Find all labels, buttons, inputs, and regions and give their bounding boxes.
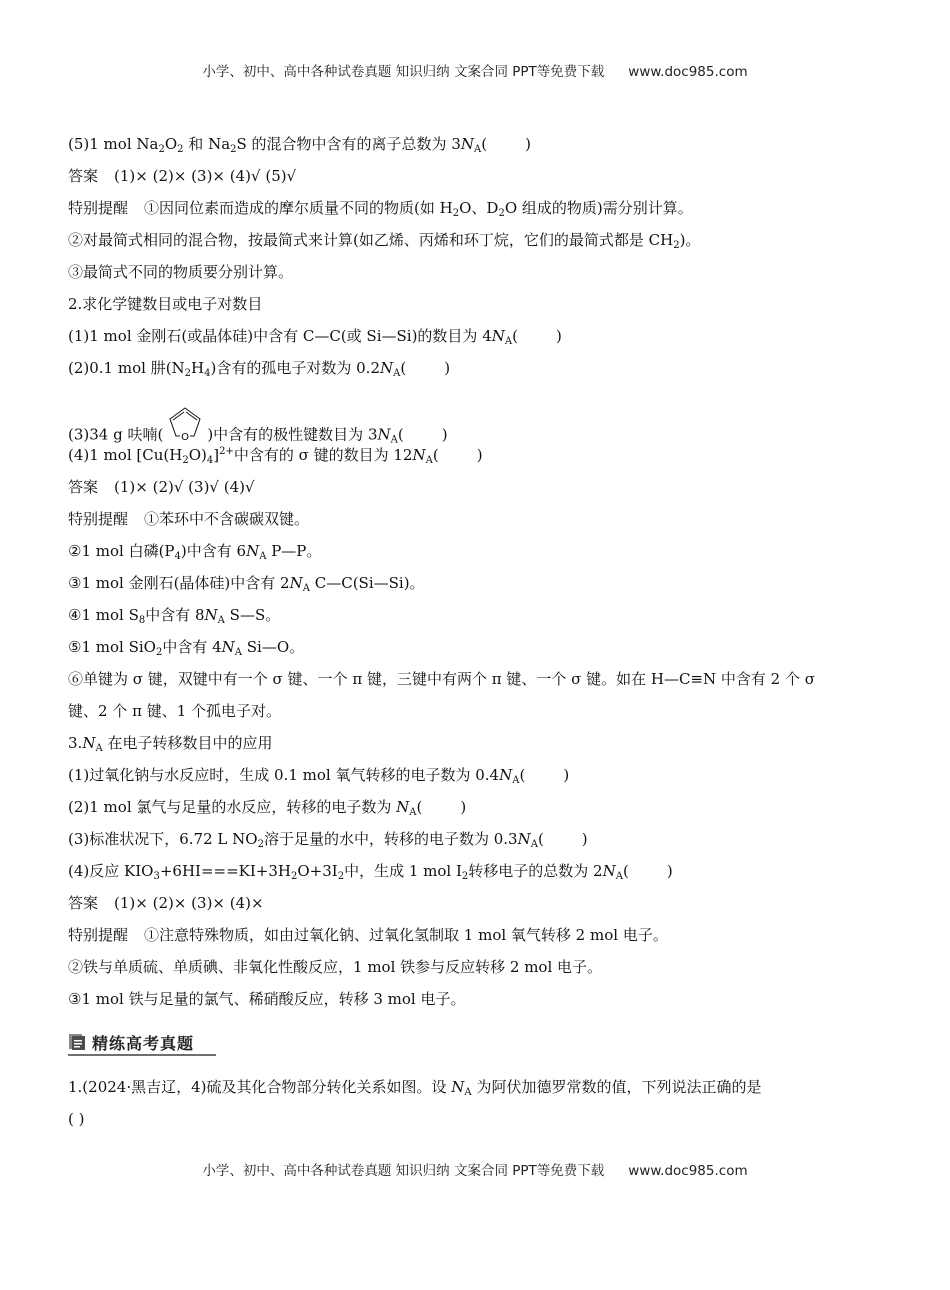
q2-3: (3)34 g 呋喃( O )中含有的极性键数目为 $3N_A$( ) [68,413,448,458]
tip2-row-1: 特别提醒 ①苯环中不含碳碳双键。 [68,510,310,528]
tip-row-1: 特别提醒 ①因同位素而造成的摩尔质量不同的物质(如 $H_2O$、$D_2O$ 组成的物质)需分别计算。 [68,199,693,219]
q3-3: (3)标准状况下，6.72 L $NO_2$溶于足量的水中，转移的电子数为 $0.3N_A$( ) [68,830,588,850]
tip3-row-2: ②铁与单质硫、单质碘、非氧化性酸反应，1 mol 铁参与反应转移 2 mol 电子。 [68,958,603,976]
header-text: 小学、初中、高中各种试卷真题 知识归纳 文案合同 PPT等免费下载 [202,64,605,80]
answer-row-2: 答案 (1)× (2)√ (3)√ (4)√ [68,478,255,496]
q2-4: (4)1 mol $[Cu(H_2O)_4]^{2+}$中含有的 σ 键的数目为 $12N_A$( ) [68,446,483,466]
tip2-row-5: ⑤1 mol SiO$_2$中含有 $4N_A$ Si—O。 [68,638,305,658]
problem-1: 1.(2024·黑吉辽，4)硫及其化合物部分转化关系如图。设 $N_A$ 为阿伏加德罗常数的值，下列说法正确的是 [68,1078,762,1098]
q2-1: (1)1 mol 金刚石(或晶体硅)中含有 C—C(或 Si—Si)的数目为 $4N_A$( ) [68,327,562,347]
problem-1-blank: ( ) [68,1110,85,1128]
tip-row-3: ③最简式不同的物质要分别计算。 [68,263,294,281]
header-url[interactable]: www.doc985.com [628,64,748,80]
question-5: (5)1 mol $Na_2O_2$ 和 $Na_2S$ 的混合物中含有的离子总数为 $3N_A$( ) [68,135,531,155]
tip2-row-4: ④1 mol $S_8$中含有 $8N_A$ S—S。 [68,606,281,626]
q3-4: (4)反应 $KIO_3+6HI===KI+3H_2O+3I_2$中，生成 1 mol $I_2$转移电子的总数为 $2N_A$( ) [68,862,673,882]
footer-url[interactable]: www.doc985.com [628,1163,748,1179]
answer-row-3: 答案 (1)× (2)× (3)× (4)× [68,894,264,912]
tip2-row-6: ⑥单键为 σ 键，双键中有一个 σ 键、一个 π 键，三键中有两个 π 键、一个 σ 键。如在 H—C≡N 中含有 2 个 σ [68,670,815,688]
tip3-row-1: 特别提醒 ①注意特殊物质，如由过氧化钠、过氧化氢制取 1 mol 氧气转移 2 mol 电子。 [68,926,668,944]
section-heading-exam [68,1030,216,1056]
tip2-row-3: ③1 mol 金刚石(晶体硅)中含有 $2N_A$ C—C(Si—Si)。 [68,574,425,594]
tip3-row-3: ③1 mol 铁与足量的氯气、稀硝酸反应，转移 3 mol 电子。 [68,990,466,1008]
footer-text: 小学、初中、高中各种试卷真题 知识归纳 文案合同 PPT等免费下载 [202,1163,605,1179]
furan-oxygen: O [181,432,190,443]
section-underline [68,1054,216,1056]
q3-2: (2)1 mol 氯气与足量的水反应，转移的电子数为 $N_A$( ) [68,798,467,818]
page-header [0,60,950,80]
tip2-row-6b: 键、2 个 π 键、1 个孤电子对。 [68,702,282,720]
q2-2: (2)0.1 mol 肼$(N_2H_4)$含有的孤电子对数为 $0.2N_A$( ) [68,359,451,379]
tip2-row-2: ②1 mol 白磷$(P_4)$中含有 $6N_A$ P—P。 [68,542,322,562]
page-footer [0,1159,950,1179]
section-3-heading: $3.N_A$ 在电子转移数目中的应用 [68,734,273,754]
section-title: 精练高考真题 [92,1034,195,1053]
furan-structure [164,405,206,450]
section-2-heading: 2.求化学键数目或电子对数目 [68,295,263,313]
tip-row-2: ②对最简式相同的混合物，按最简式来计算(如乙烯、丙烯和环丁烷，它们的最简式都是 $CH_2$)。 [68,231,701,251]
answer-row-1: 答案 (1)× (2)× (3)× (4)√ (5)√ [68,167,297,185]
q3-1: (1)过氧化钠与水反应时，生成 0.1 mol 氧气转移的电子数为 $0.4N_A$( ) [68,766,570,786]
document-icon [68,1033,86,1055]
